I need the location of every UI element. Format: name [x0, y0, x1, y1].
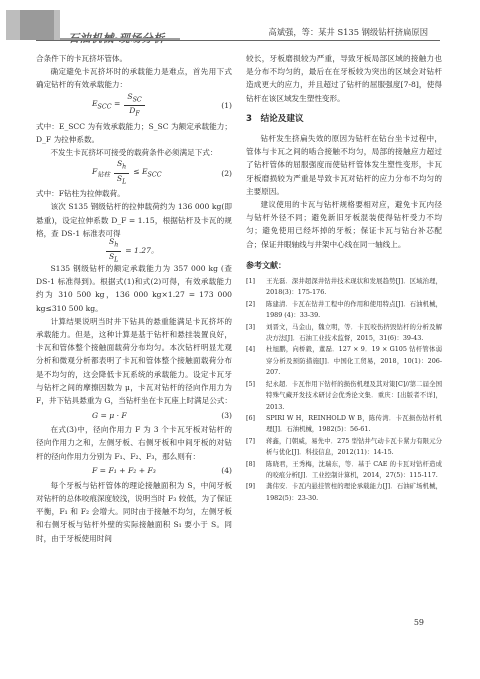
paragraph: 在式(3)中，径向作用力 F 为 3 个卡瓦牙板对钻杆的径向作用力之和，左侧牙板、右侧牙板和中间牙板的对钻杆的径向作用力分别为 F₁、F₂、F₃，那么则有： [36, 425, 232, 461]
paragraph: 该次 S135 钢级钻杆的拉伸载荷约为 136 000 kg(即悬重)，设定拉伸系数 D_F = 1.15，根据钻杆及卡瓦的规格，查 DS-1 标准表可得 [36, 202, 232, 238]
paragraph: 钻杆发生挤扁失效的原因为钻杆在钻台坐卡过程中，管体与卡瓦之间的啮合接触不均匀，局部的接触应力超过了钻杆管体的屈服强度而使钻杆管体发生塑性变形，卡瓦牙板磨损较为严重是导致卡瓦对钻杆的应力分布不均匀的主要原因。 [246, 134, 442, 196]
paragraph: S135 钢级钻杆的额定承载能力为 357 000 kg (查 DS-1 标准得到)。根据式(1)和式(2)可得，有效承载能力约为 310 500 kg，136 000 kg×1.27 = 173 000 kg≤310 500 kg。 [36, 264, 232, 313]
journal-logo-mark [6, 10, 60, 40]
paragraph: 式中：E_SCC 为有效承载能力；S_SC 为额定承载能力；D_F 为拉伸系数。 [36, 121, 232, 144]
reference-item: [8] 陈晓君，王秀梅，沈瑞东，等．基于 CAE 的卡瓦对钻杆造成的咬痕分析[J]．工业控制计算机，2014，27(5)：115-117. [246, 459, 442, 479]
paragraph: 建议使用的卡瓦与钻杆规格要相对应，避免卡瓦内径与钻杆外径不同；避免新旧牙板混装使得钻杆受力不均匀；避免使用已经坏掉的牙板；保证卡瓦与钻台补芯配合；保证井眼轴线与井架中心线在同一轴线上。 [246, 200, 442, 249]
equation-3: G = μ · F (3) [36, 407, 232, 423]
reference-item: [7] 蒋鑫，门朝威，易先中．275 型钻井气动卡瓦卡紧力有限元分析与优化[J]．科技信息，2012(11)：14-15. [246, 436, 442, 457]
equation-2: $F_{钻柱}$ $\frac{S_h}{S_L}$ ≤ $E_{SCC}$ (2) [92, 159, 232, 186]
reference-item: [4] 杜旭鹏，向桥毅，董磊．127 × 9．19 × G105 钻杆管体弱穿分析及预防措施[J]．中国化工贸易，2018，10(1)：206-207. [246, 345, 442, 377]
reference-list [246, 276, 442, 504]
reference-item: [1] 王光磊．深井超深井钻井技术现状和发展趋势[J]．区域治理，2018(3)：175-176. [246, 277, 442, 297]
paragraph: 确定避免卡瓦挤坏时的承载能力是难点，首先用下式确定钻杆的有效承载能力： [36, 67, 232, 90]
equation-number: (2) [221, 168, 232, 178]
running-head: 高斌强，等：某井 S135 钢级钻杆挤扁原因 [268, 27, 428, 37]
paragraph: 每个牙板与钻杆管体的理论接触面积为 S，中间牙板对钻杆的总体咬痕深度较浅，说明当时 F₃ 较低，为了保证平衡，F₁ 和 F₂ 会增大。同时由于接触不均匀，左侧牙板和右侧牙板与钻杆外壁的实际接触面积 S₁ 要小于 S。同时，由于牙板使用时间 [36, 480, 232, 543]
paragraph: 较长，牙板磨损较为严重，导致牙板局部区域的接触力也是分布不均匀的，最后在在牙板较为突出的区域会对钻杆造成更大的应力，并且超过了钻杆的屈服强度[7-8]，使得钻杆在该区域发生塑性变形。 [246, 54, 442, 103]
references-heading: 参考文献： [246, 260, 286, 270]
page-header [0, 0, 480, 50]
page-number: 59 [413, 618, 424, 627]
reference-item: [5] 纪永超．卡瓦作用下钻杆的损伤机理及其对策[C]//第二届全国特殊气藏开发技术研讨会优秀论文集．重庆：[出版者不详]，2013. [246, 379, 442, 411]
reference-item: [3] 刘晋文，马金山，魏立明，等．卡瓦咬伤挤毁钻杆的分析及解决方法[J]．石油工业技术监督，2015，31(6)：39-43. [246, 322, 442, 343]
paragraph: 合条件下的卡瓦挤坏管体。 [36, 54, 128, 63]
left-column [36, 52, 232, 545]
reference-item: [2] 陈建清．卡瓦在钻井工程中的作用和使用特点[J]．石油机械，1989 (4)：33-39. [246, 299, 442, 320]
equation-number: (1) [221, 101, 232, 110]
equation-4: F = F₁ + F₂ + F₃ (4) [36, 463, 232, 479]
paragraph: 式中：F钻柱为拉伸载荷。 [36, 189, 125, 199]
equation-number: (4) [221, 466, 232, 476]
reference-item: [6] SPIRI W H，REINHOLD W B，陈传湾．卡瓦损伤钻杆机理[J]．石油机械，1982(5)：56-61. [246, 413, 442, 434]
reference-item: [9] 龚伟安．卡瓦内悬挂管柱的理论承载能力[J]．石油矿场机械，1982(5)：23-30. [246, 482, 442, 502]
equation-1: $E_{SCC}$ = $\frac{S_{SC}}{D_F}$ (1) [92, 91, 232, 118]
paragraph: 计算结果说明当时井下钻具的悬重能满足卡瓦挤坏的承载能力。但是，这种计算是基于钻杆和悬挂装置良好，卡瓦和管体整个接触面载荷分布均匀。本次钻杆明显尤观分析和微观分析都表明了卡瓦和管体整个接触面载荷分布是不均匀的，这会降低卡瓦系统的承载能力。设定卡瓦牙与钻杆之间的摩擦因数为 μ，卡瓦对钻杆的径向作用力为 F，井下钻具悬重为 G，当钻杆坐在卡瓦座上时满足公式： [36, 316, 232, 406]
right-column [246, 52, 442, 504]
equation-number: (3) [221, 410, 232, 420]
paragraph: 不发生卡瓦挤坏可接受的载荷条件必须满足下式： [50, 148, 218, 158]
inline-ratio: $\frac{S_h}{S_L}$ = 1.27。 [36, 240, 232, 262]
section-heading: 3 结论及建议 [246, 113, 304, 124]
header-rule [36, 40, 440, 41]
